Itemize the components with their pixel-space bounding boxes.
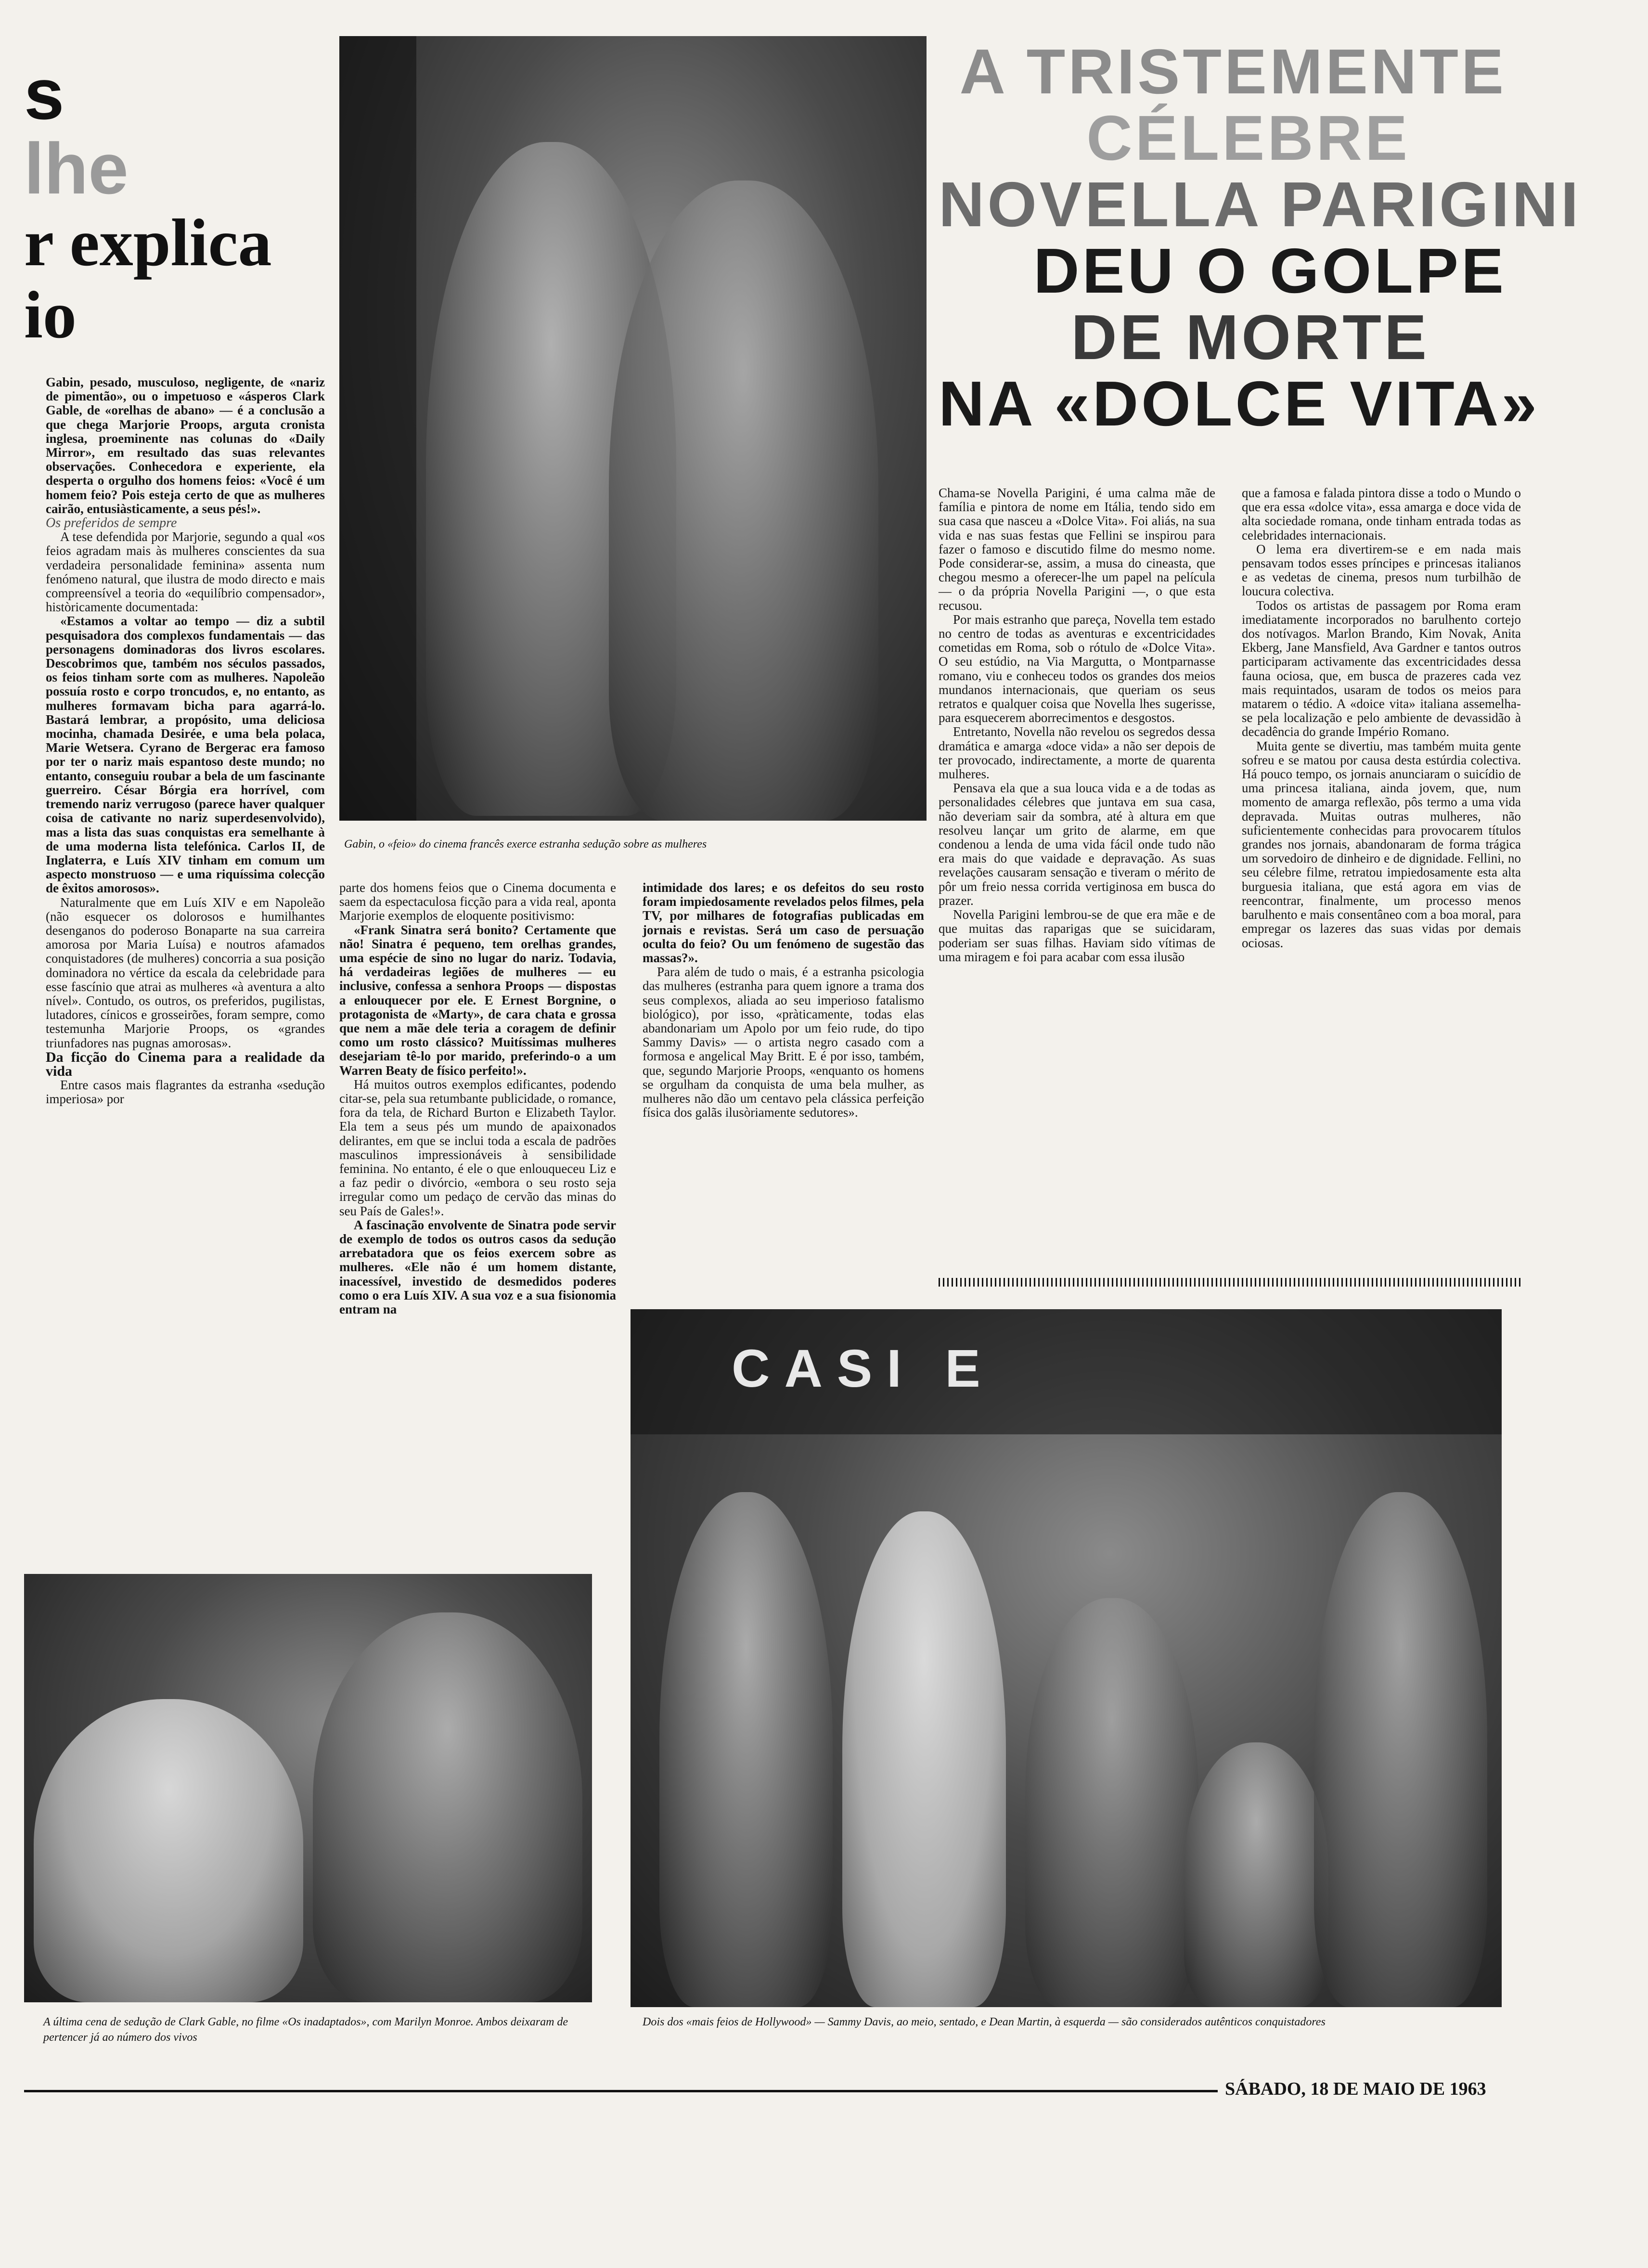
right-headline xyxy=(939,36,1582,439)
left-headline-line-2: lhe xyxy=(24,128,129,209)
col1-subheading-2: Da ficção do Cinema para a realidade da vida xyxy=(46,1049,325,1079)
footer-rule xyxy=(24,2090,1218,2092)
left-headline-line-1: s xyxy=(24,53,64,134)
col5-paragraph-1: que a famosa e falada pintora disse a todo o Mundo o que era essa «dolce vita», essa amarga e doce vida de alta sociedade romana, onde tinham entrada todas as celebridades internacionais. xyxy=(1242,486,1521,542)
article-column-4 xyxy=(939,486,1215,964)
gable-monroe-photo-caption: A última cena de sedução de Clark Gable, no filme «Os inadaptados», com Marilyn Monroe. Ambos deixaram de pertencer já ao número dos vivos xyxy=(43,2016,568,2044)
col1-intro: Gabin, pesado, musculoso, negligente, de «nariz de pimentão», ou o impetuoso e «ásperos Clark Gable, de «orelhas de abano» — é a conclusão a que chega Marjorie Proops, arguta cronista inglesa, proeminente nas colunas do «Daily Mirror», em resultado das suas relevantes observações. Conhecedora e experiente, ela desperta o orgulho dos homens feios: «Você é um homem feio? Pois esteja certo de que as mulheres cairão, entusiàsticamente, a seus pés!». xyxy=(46,375,325,516)
column-separator-hatch xyxy=(939,1278,1521,1287)
hollywood-photo-caption: Dois dos «mais feios de Hollywood» — Sammy Davis, ao meio, sentado, e Dean Martin, à esquerda — são considerados autênticos conquistadores xyxy=(643,2016,1326,2028)
col1-paragraph-4: Naturalmente que em Luís XIV e em Napoleão (não esquecer os dolorosos e humilhantes desenganos do poderoso Bonaparte na sua carreira amorosa por Maria Luísa) e noutros afamados conquistadores (de mulheres) concorria a sua posição dominadora no vértice da escala da celebridade para esse fascínio que atrai as mulheres «à aventura a alto nível». Contudo, os outros, os preferidos, pugilistas, lutadores, cínicos e grosseirões, foram sempre, como testemunha Marjorie Proops, os «grandes triunfadores nas pugnas amorosas». xyxy=(46,895,325,1050)
col5-paragraph-3: Todos os artistas de passagem por Roma eram imediatamente incorporados no barulhento cortejo dos notívagos. Marlon Brando, Kim Novak, Anita Ekberg, Jane Mansfield, Ava Gardner e tantos outros participaram activamente das excentricidades dessa fauna ociosa, que, em busca de prazeres cada vez mais requintados, usaram de todos os meios para matarem o tédio. A «doice vita» italiana assemelha-se pela localização e pelo ambiente de devassidão à decadência do grande Império Romano. xyxy=(1242,598,1521,739)
left-headline-line-3: r explica xyxy=(24,206,272,280)
col4-paragraph-2: Por mais estranho que pareça, Novella tem estado no centro de todas as aventuras e excentricidades cometidas em Roma, sob o rótulo de «Dolce Vita». O seu estúdio, na Via Margutta, o Montparnasse romano, viu e conheceu todos os grandes dos meios mundanos internacionais, que queriam os seus retratos e qualquer coisa que Novella lhes sugerisse, para esquecerem aborrecimentos e desgostos. xyxy=(939,612,1215,725)
right-headline-line-6: NA «DOLCE VITA» xyxy=(939,368,1540,439)
right-headline-line-5: DE MORTE xyxy=(1071,302,1429,373)
article-column-5 xyxy=(1242,486,1521,950)
right-headline-line-3: NOVELLA PARIGINI xyxy=(939,169,1582,240)
right-headline-line-4: DEU O GOLPE xyxy=(1033,235,1506,306)
left-headline xyxy=(24,53,332,352)
col5-paragraph-4: Muita gente se divertiu, mas também muita gente sofreu e se matou por causa desta estúrdia colectiva. Há pouco tempo, os jornais anunciaram o suicídio de uma princesa italiana, ainda jovem, que, num momento de amarga reflexão, pôs termo a uma vida depravada. Muitas outras mulheres, não suficientemente conhecidas para provocarem títulos grandes nos jornais, abandonaram de forma trágica um sorvedoiro de dinheiro e de dignidade. Fellini, no seu célebre filme, retratou impiedosamente esta alta burguesia italiana, que está agora em vias de reencontrar, finalmente, um processo menos barulhento e mais consentâneo com a boa moral, para empregar os lazeres das suas vidas por demais ociosas. xyxy=(1242,738,1521,950)
hollywood-photo xyxy=(631,1309,1502,2007)
col5-paragraph-2: O lema era divertirem-se e em nada mais pensavam todos esses príncipes e princesas italianos e as vedetas de cinema, presos num turbilhão de loucura colectiva. xyxy=(1242,541,1521,599)
col4-paragraph-5: Novella Parigini lembrou-se de que era mãe e de que muitas das raparigas que se suicidaram, poderiam ser suas filhas. Haviam sido vítimas de uma miragem e foi para acabar com essa ilusão xyxy=(939,907,1215,964)
col1-paragraph-3: «Estamos a voltar ao tempo — diz a subtil pesquisadora dos complexos fundamentais — das personagens dominadoras dos livros escolares. Descobrimos que, também nos séculos passados, os feios tinham sorte com as mulheres. Napoleão possuía rosto e corpo troncudos, e, no entanto, as mulheres formavam bicha para agarrá-lo. Bastará lembrar, a propósito, uma deliciosa mocinha, chamada Desirée, e uma bela polaca, Marie Wetsera. Cyrano de Bergerac era famoso por ter o nariz mais espantoso deste mundo; no entanto, conseguiu roubar a bela de um fascinante guerreiro. César Bórgia era horrível, com tremendo nariz verrugoso (parece haver qualquer coisa de cativante no nariz superdesenvolvido), mas a lista das suas conquistas era semelhante à de uma moderna lista telefónica. Carlos II, de Inglaterra, e Luís XIV tinham em comum um aspecto monstruoso — e uma riquíssima colecção de êxitos amorosos». xyxy=(46,614,325,896)
col4-paragraph-1: Chama-se Novella Parigini, é uma calma mãe de família e pintora de nome em Itália, tendo sido em sua casa que nasceu a «Dolce Vita». Foi aliás, na sua vida e nas suas festas que Fellini se inspirou para fazer o famoso e discutido filme do mesmo nome. Pode considerar-se, assim, a musa do cineasta, que chegou mesmo a oferecer-lhe um papel na película — o da própria Novella Parigini —, o que esta recusou. xyxy=(939,486,1215,613)
article-column-1 xyxy=(46,375,325,1107)
col2-paragraph-3: Há muitos outros exemplos edificantes, podendo citar-se, pela sua retumbante publicidade, o romance, fora da tela, de Richard Burton e Elizabeth Taylor. Ela tem a seus pés um mundo de apaixonados delirantes, em que se inclui toda a escala de padrões masculinos impressionáveis à sensibilidade feminina. No entanto, é ele o que enlouqueceu Liz e a faz pedir o divórcio, «embora o seu rosto seja irregular como um pedaço de cervão das minas do seu País de Gales!». xyxy=(339,1077,616,1218)
right-headline-line-2: CÉLEBRE xyxy=(1086,103,1410,173)
col4-paragraph-4: Pensava ela que a sua louca vida e a de todas as personalidades célebres que juntava em sua casa, não deveriam sair da sombra, até à altura em que resolveu lançar um grito de alarme, em que condenou a lenda de uma vida fácil onde tudo não era mais do que vaidade e depravação. As suas revelações causaram sensação e tiveram o mérito de pôr um freio nessa corrida vertiginosa em busca do prazer. xyxy=(939,781,1215,908)
col4-paragraph-3: Entretanto, Novella não revelou os segredos dessa dramática e amarga «doce vida» a não ser depois de ter provocado, indirectamente, a morte de quarenta mulheres. xyxy=(939,724,1215,782)
col3-paragraph-2: Para além de tudo o mais, é a estranha psicologia das mulheres (estranha para quem ignore a trama dos seus complexos, aliada ao seu imperioso fatalismo biológico), por isso, «pràticamente, todas elas abandonariam um Apolo por um feio rude, do tipo Sammy Davis» — o artista negro casado com a formosa e angelical May Britt. E é por isso, também, que, segundo Marjorie Proops, «enquanto os homens se orgulham da conquista de uma bela mulher, as mulheres não dão um centavo pela clássica perfeição física dos galãs ilusòriamente sedutores». xyxy=(643,965,924,1120)
col2-paragraph-2: «Frank Sinatra será bonito? Certamente que não! Sinatra é pequeno, tem orelhas grandes, uma espécie de sino no lugar do nariz. Todavia, há verdadeiras legiões de mulheres — eu inclusive, confessa a senhora Proops — dispostas a enlouquecer por ele. E Ernest Borgnine, o protagonista de «Marty», de cara chata e grossa que nem a mãe dele teria a coragem de definir como um rosto clássico? Muitíssimas mulheres desejariam tê-lo por marido, preferindo-o a um Warren Beaty de físico perfeito!». xyxy=(339,922,616,1078)
article-column-2 xyxy=(339,881,616,1316)
casino-sign: CASI E xyxy=(732,1339,995,1398)
col2-paragraph-1: parte dos homens feios que o Cinema documenta e saem da espectaculosa ficção para a vida real, aponta Marjorie exemplos de eloquente positivismo: xyxy=(339,880,616,923)
footer-date: SÁBADO, 18 DE MAIO DE 1963 xyxy=(1225,2079,1486,2099)
gable-monroe-photo xyxy=(24,1574,592,2002)
right-headline-line-1: A TRISTEMENTE xyxy=(959,36,1506,107)
col1-subheading-1: Os preferidos de sempre xyxy=(46,515,177,531)
col1-paragraph-5: Entre casos mais flagrantes da estranha «sedução imperiosa» por xyxy=(46,1078,325,1107)
col3-paragraph-1: intimidade dos lares; e os defeitos do seu rosto foram impiedosamente revelados pelos filmes, pela TV, por milhares de fotografias publicadas em jornais e revistas. Será um caso de persuação oculta do feio? Ou um fenómeno de sugestão das massas?». xyxy=(643,880,924,966)
left-headline-line-4: io xyxy=(24,278,77,352)
article-column-3 xyxy=(643,881,924,1120)
gabin-photo-caption: Gabin, o «feio» do cinema francês exerce estranha sedução sobre as mulheres xyxy=(344,838,707,850)
col2-paragraph-4: A fascinação envolvente de Sinatra pode servir de exemplo de todos os outros casos da sedução arrebatadora que os feios exercem sobre as mulheres. «Ele não é um homem distante, inacessível, investido de desmedidos poderes como o era Luís XIV. A sua voz e a sua fisionomia entram na xyxy=(339,1217,616,1317)
col1-paragraph-2: A tese defendida por Marjorie, segundo a qual «os feios agradam mais às mulheres conscientes da sua verdadeira personalidade feminina» assenta num fenómeno natural, que ilustra de modo directo e mais compreensível a teoria do «equilíbrio compensador», històricamente documentada: xyxy=(46,529,325,615)
gabin-photo xyxy=(339,36,927,821)
